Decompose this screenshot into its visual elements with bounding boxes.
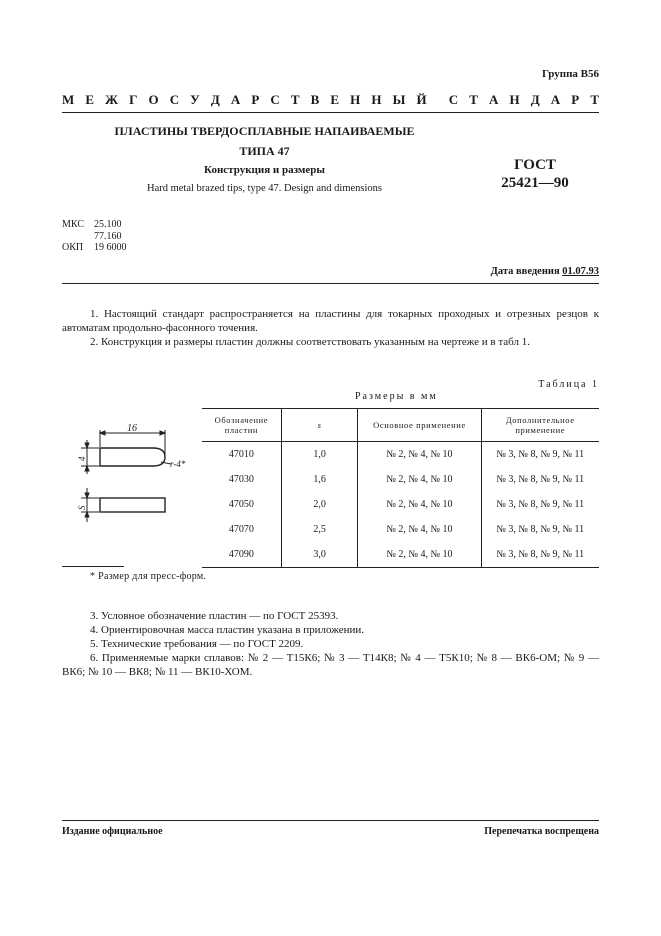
table-cell: № 2, № 4, № 10 <box>358 492 481 517</box>
footnote: * Размер для пресс-форм. <box>90 571 207 582</box>
banner-letter: Ы <box>392 92 406 107</box>
paragraph-2: 2. Конструкция и размеры пластин должны соответствовать указанным на чертеже и в табл 1. <box>90 336 530 348</box>
table-cell: № 2, № 4, № 10 <box>358 442 481 468</box>
classification-codes <box>62 219 127 254</box>
table-row <box>202 467 599 492</box>
gost-number: 25421—90 <box>501 175 569 191</box>
banner-letter: Г <box>129 92 138 107</box>
banner-letter: У <box>190 92 200 107</box>
intro-date <box>491 266 599 277</box>
banner-letter: Т <box>290 92 300 107</box>
plate-drawing <box>75 420 195 530</box>
mks-label: МКС <box>62 219 84 230</box>
banner-letter: Н <box>509 92 520 107</box>
banner-letter: Н <box>350 92 361 107</box>
banner-letter: Н <box>371 92 382 107</box>
table-cell: 2,5 <box>281 517 358 542</box>
header-main-use: Основное применение <box>358 409 481 442</box>
table-cell: № 3, № 8, № 9, № 11 <box>481 542 599 568</box>
table-cell: № 3, № 8, № 9, № 11 <box>481 517 599 542</box>
footer-rule <box>62 820 599 821</box>
table-units: Размеры в мм <box>355 391 438 402</box>
standard-banner <box>62 92 599 108</box>
paragraph-1: 1. Настоящий стандарт распространяется на пластины для токарных проходных и отрезных резцов к автоматам продольно-фасонного точения. <box>62 308 599 334</box>
banner-letter: А <box>230 92 241 107</box>
table-cell: 1,0 <box>281 442 358 468</box>
footer-edition: Издание официальное <box>62 826 163 837</box>
banner-letter: Т <box>469 92 478 107</box>
header-s: s <box>281 409 358 442</box>
banner-letter: С <box>448 92 459 107</box>
banner-letter: А <box>489 92 499 107</box>
table-cell: 47090 <box>202 542 281 568</box>
table-row <box>202 492 599 517</box>
item-4: 4. Ориентировочная масса пластин указана в приложении. <box>90 624 364 636</box>
intro-date-label: Дата введения <box>490 266 560 277</box>
title-line-2: ТИПА 47 <box>239 144 290 158</box>
banner-letter: Т <box>590 92 599 107</box>
table-cell: № 3, № 8, № 9, № 11 <box>481 467 599 492</box>
table-cell: 3,0 <box>281 542 358 568</box>
banner-letter: Е <box>85 92 95 107</box>
table-cell: 47050 <box>228 499 254 510</box>
intro-date-value: 01.07.93 <box>562 266 599 277</box>
okp-label: ОКП <box>62 242 84 253</box>
banner-letter: Й <box>416 92 427 107</box>
table-cell: № 2, № 4, № 10 <box>358 467 481 492</box>
title-line-3: Конструкция и размеры <box>204 164 325 176</box>
header-designation: Обозначение пластин <box>202 409 281 442</box>
table-cell: № 3, № 8, № 9, № 11 <box>481 492 599 517</box>
table-row <box>202 542 599 568</box>
gost-label: ГОСТ <box>514 157 556 173</box>
table-cell: 1,6 <box>281 467 358 492</box>
okp-value: 19 6000 <box>94 242 127 253</box>
radius-label: r-4* <box>170 459 186 469</box>
title-line-1: ПЛАСТИНЫ ТВЕРДОСПЛАВНЫЕ НАПАИВАЕМЫЕ <box>114 124 415 138</box>
footnote-rule <box>62 566 124 567</box>
title-english: Hard metal brazed tips, type 47. Design and dimensions <box>146 183 383 194</box>
banner-letter: О <box>148 92 159 107</box>
dimensions-table <box>202 408 599 568</box>
table-cell: № 3, № 8, № 9, № 11 <box>481 442 599 468</box>
mks-value-2: 77.160 <box>94 230 122 242</box>
dim-thickness-label: S <box>77 505 87 510</box>
banner-letter: Ж <box>105 92 118 107</box>
table-cell: 2,0 <box>281 492 358 517</box>
banner-letter: В <box>310 92 320 107</box>
table-cell: 47070 <box>228 524 254 535</box>
table-row <box>202 517 599 542</box>
banner-letter: С <box>270 92 280 107</box>
header-rule <box>62 112 599 113</box>
banner-letter: Д <box>530 92 540 107</box>
table-row <box>202 442 599 468</box>
banner-letter: Р <box>571 92 580 107</box>
banner-letter: А <box>550 92 561 107</box>
table-cell: № 2, № 4, № 10 <box>358 542 481 568</box>
item-3: 3. Условное обозначение пластин — по ГОСТ 25393. <box>90 610 339 622</box>
gost-designation <box>470 156 600 192</box>
footer-reprint-note: Перепечатка воспрещена <box>484 826 599 837</box>
table-caption: Таблица 1 <box>538 379 599 390</box>
dim-length-label: 16 <box>127 423 137 434</box>
banner-letter: Д <box>210 92 220 107</box>
dim-height-label: 4 <box>77 456 87 461</box>
table-cell: № 2, № 4, № 10 <box>358 517 481 542</box>
banner-letter: Е <box>330 92 340 107</box>
header-extra-use: Дополнительное применение <box>481 409 599 442</box>
table-cell: 47010 <box>228 449 254 460</box>
table-header-row <box>202 409 599 442</box>
item-6: 6. Применяемые марки сплавов: № 2 — Т15К6; № 3 — Т14К8; № 4 — Т5К10; № 8 — ВК6-ОМ; № 9 — ВК6; № 10 — ВК8; № 11 — ВК10-ХОМ. <box>62 652 599 678</box>
table-cell: 47030 <box>228 474 254 485</box>
intro-rule <box>62 283 599 284</box>
banner-letter: Р <box>251 92 260 107</box>
mks-value-1: 25.100 <box>94 219 122 230</box>
banner-letter: С <box>169 92 180 107</box>
item-5: 5. Технические требования — по ГОСТ 2209. <box>90 638 304 650</box>
group-code: Группа В56 <box>541 68 599 80</box>
banner-letter: М <box>62 92 75 107</box>
